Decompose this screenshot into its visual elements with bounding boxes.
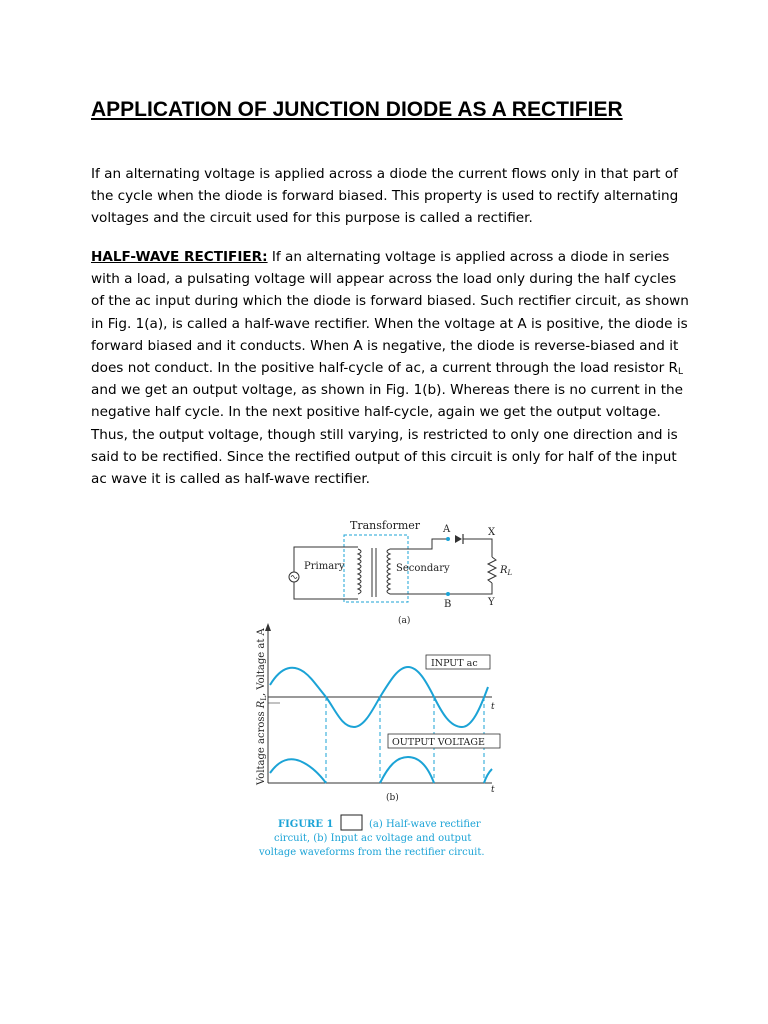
rectifier-figure <box>250 515 530 875</box>
half-wave-text-2: and we get an output voltage, as shown in Fig. 1(b). Whereas there is no current in the negative half cycle. In the next positive half-cycle, again we get the output voltage. Thus, the output voltage, though still varying, is restricted to only one direction and is said to be rectified. Since the rectified output of this circuit is only for half of the input ac wave it is called as half-wave rectifier. <box>91 382 684 488</box>
node-a-dot <box>446 537 450 541</box>
secondary-top-wire <box>390 539 448 549</box>
caption-line-2: circuit, (b) Input ac voltage and output <box>274 833 472 844</box>
output-pulse-2 <box>380 757 434 783</box>
node-b-label: B <box>444 599 452 610</box>
half-wave-text-1: If an alternating voltage is applied across a diode in series with a load, a pulsating voltage will appear across the load only during the half cycles of the ac input during which the diode is forward biased. Such rectifier circuit, as shown in Fig. 1(a), is called a half-wave rectifier. When the voltage at A is positive, the diode is forward biased and it conducts. When A is negative, the diode is reverse-biased and it does not conduct. In the positive half-cycle of ac, a current through the load resistor R <box>91 249 689 377</box>
secondary-label: Secondary <box>396 563 450 574</box>
resistor-icon <box>488 557 496 583</box>
output-pulse-3 <box>484 769 492 783</box>
transformer-label: Transformer <box>350 519 421 532</box>
y-axis-label: Voltage across $R_L$, Voltage at A <box>256 628 268 785</box>
caption-line-1: (a) Half-wave rectifier <box>369 819 481 830</box>
output-pulse-1 <box>270 759 326 783</box>
load-top-wire <box>463 539 492 557</box>
half-wave-heading: HALF-WAVE RECTIFIER: <box>91 249 268 265</box>
primary-label: Primary <box>304 561 345 572</box>
load-bottom-wire <box>448 583 492 594</box>
node-y-label: Y <box>488 597 495 608</box>
node-b-dot <box>446 592 450 596</box>
page-title: APPLICATION OF JUNCTION DIODE AS A RECTIFIER <box>91 98 623 121</box>
secondary-coil <box>387 549 390 594</box>
caption-line-3: voltage waveforms from the rectifier circuit. <box>259 847 485 858</box>
caption-figure-label: FIGURE 1 <box>278 819 334 830</box>
resistor-label: $R_L$ <box>500 565 513 577</box>
part-a-label: (a) <box>398 616 411 626</box>
primary-wire <box>294 547 358 599</box>
diode-icon <box>455 535 462 543</box>
caption-box <box>341 815 362 830</box>
node-x-label: X <box>488 527 496 538</box>
node-a-label: A <box>443 524 451 535</box>
output-label: OUTPUT VOLTAGE <box>392 737 485 748</box>
output-time-label: t <box>491 785 495 795</box>
intro-paragraph: If an alternating voltage is applied across a diode the current flows only in that part of the cycle when the diode is forward biased. This property is used to rectify alternating voltages and the circuit used for this purpose is called a rectifier. <box>91 166 679 227</box>
part-b-label: (b) <box>386 793 399 803</box>
figure-svg <box>250 515 530 875</box>
input-time-label: t <box>491 702 495 712</box>
primary-coil <box>358 549 361 594</box>
resistor-subscript: L <box>677 367 683 378</box>
half-wave-paragraph <box>91 246 691 490</box>
input-label: INPUT ac <box>431 658 478 669</box>
